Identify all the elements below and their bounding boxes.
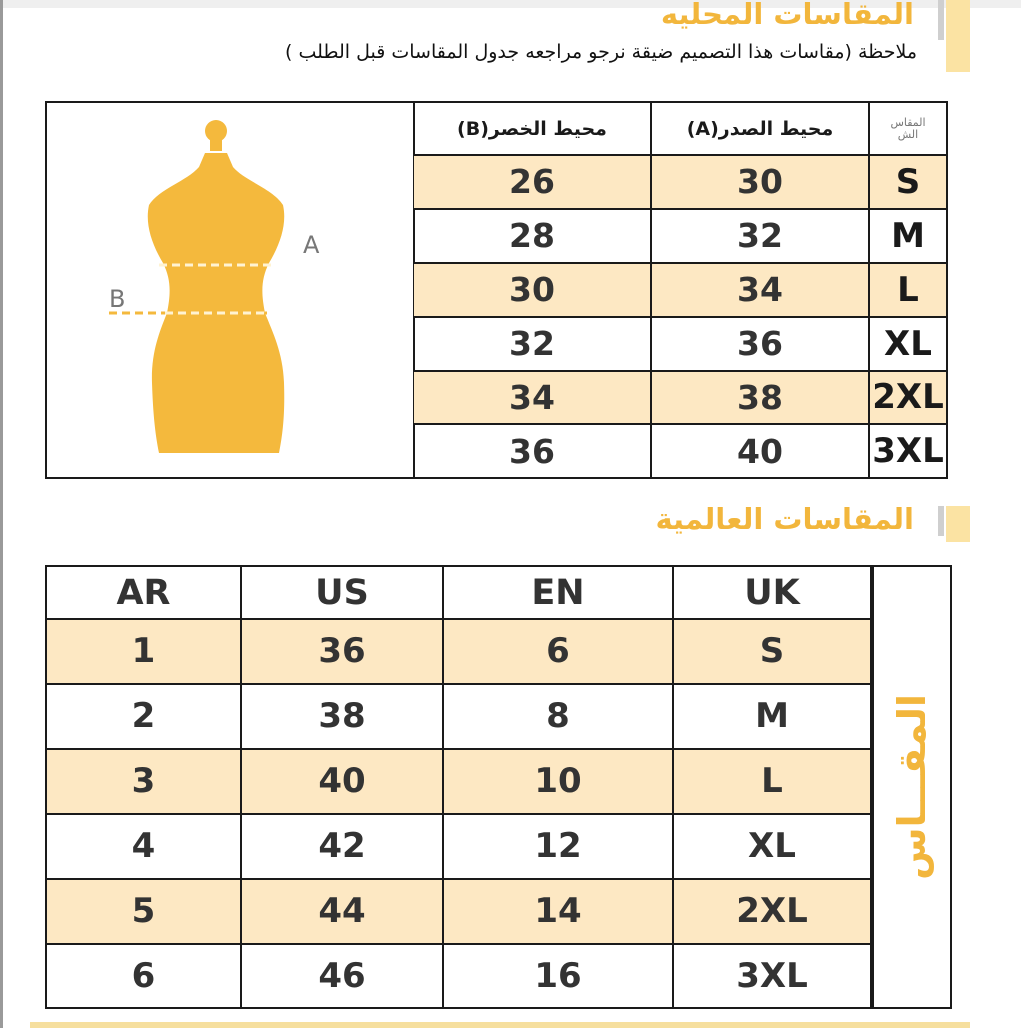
us-cell: 46 (241, 944, 443, 1007)
global-section-title: المقاسات العالمية (655, 502, 914, 536)
size-cell: M (869, 209, 946, 263)
table-row (414, 424, 946, 477)
size-header: المقاس الش (869, 103, 946, 155)
en-header: EN (443, 567, 673, 619)
size-cell: L (869, 263, 946, 317)
local-size-table (45, 101, 948, 479)
ar-cell: 1 (47, 619, 241, 684)
table-row (47, 619, 871, 684)
ar-cell: 6 (47, 944, 241, 1007)
en-cell: 16 (443, 944, 673, 1007)
size-side-label: المقـــاس (890, 694, 934, 880)
us-cell: 38 (241, 684, 443, 749)
table-row (47, 749, 871, 814)
waist-cell: 34 (414, 371, 651, 425)
size-note: ملاحظة (مقاسات هذا التصميم ضيقة نرجو مراجعه جدول المقاسات قبل الطلب ) (285, 41, 917, 63)
chest-cell: 40 (651, 424, 869, 477)
table-row (414, 155, 946, 209)
uk-cell: 2XL (673, 879, 871, 944)
size-cell: 2XL (869, 371, 946, 425)
waist-cell: 30 (414, 263, 651, 317)
chest-cell: 36 (651, 317, 869, 371)
chest-cell: 30 (651, 155, 869, 209)
chest-cell: 34 (651, 263, 869, 317)
local-section-marker-accent (946, 0, 970, 72)
global-size-table (45, 565, 952, 1009)
us-cell: 36 (241, 619, 443, 684)
mannequin-figure-cell (47, 103, 415, 477)
waist-cell: 36 (414, 424, 651, 477)
uk-cell: XL (673, 814, 871, 879)
local-header-row (414, 103, 946, 155)
waist-cell: 26 (414, 155, 651, 209)
label-b: B (109, 285, 126, 313)
local-section-title: المقاسات المحليه (660, 0, 914, 31)
table-row (47, 944, 871, 1007)
en-cell: 8 (443, 684, 673, 749)
uk-header: UK (673, 567, 871, 619)
global-section-marker-accent (946, 506, 970, 542)
us-cell: 40 (241, 749, 443, 814)
chest-cell: 38 (651, 371, 869, 425)
en-cell: 14 (443, 879, 673, 944)
table-row (47, 684, 871, 749)
size-side-label-cell (872, 567, 950, 1007)
chest-cell: 32 (651, 209, 869, 263)
ar-cell: 3 (47, 749, 241, 814)
global-header-row (47, 567, 871, 619)
waist-header: محيط الخصر(B) (414, 103, 651, 155)
local-table-grid (414, 103, 946, 477)
table-row (414, 209, 946, 263)
us-cell: 44 (241, 879, 443, 944)
global-section-marker (938, 506, 944, 536)
uk-cell: S (673, 619, 871, 684)
table-row (414, 371, 946, 425)
global-table-grid (47, 567, 872, 1007)
table-row (414, 263, 946, 317)
local-section-marker (938, 0, 944, 40)
table-row (414, 317, 946, 371)
table-row (47, 879, 871, 944)
left-edge (0, 0, 3, 1028)
waist-cell: 28 (414, 209, 651, 263)
bottom-accent-strip (30, 1022, 970, 1028)
uk-cell: L (673, 749, 871, 814)
waist-cell: 32 (414, 317, 651, 371)
ar-header: AR (47, 567, 241, 619)
en-cell: 12 (443, 814, 673, 879)
size-cell: S (869, 155, 946, 209)
ar-cell: 4 (47, 814, 241, 879)
chest-header: محيط الصدر(A) (651, 103, 869, 155)
uk-cell: M (673, 684, 871, 749)
en-cell: 6 (443, 619, 673, 684)
uk-cell: 3XL (673, 944, 871, 1007)
ar-cell: 2 (47, 684, 241, 749)
ar-cell: 5 (47, 879, 241, 944)
us-header: US (241, 567, 443, 619)
table-row (47, 814, 871, 879)
size-cell: 3XL (869, 424, 946, 477)
size-cell: XL (869, 317, 946, 371)
mannequin-icon (47, 103, 413, 477)
us-cell: 42 (241, 814, 443, 879)
label-a: A (303, 231, 320, 259)
en-cell: 10 (443, 749, 673, 814)
